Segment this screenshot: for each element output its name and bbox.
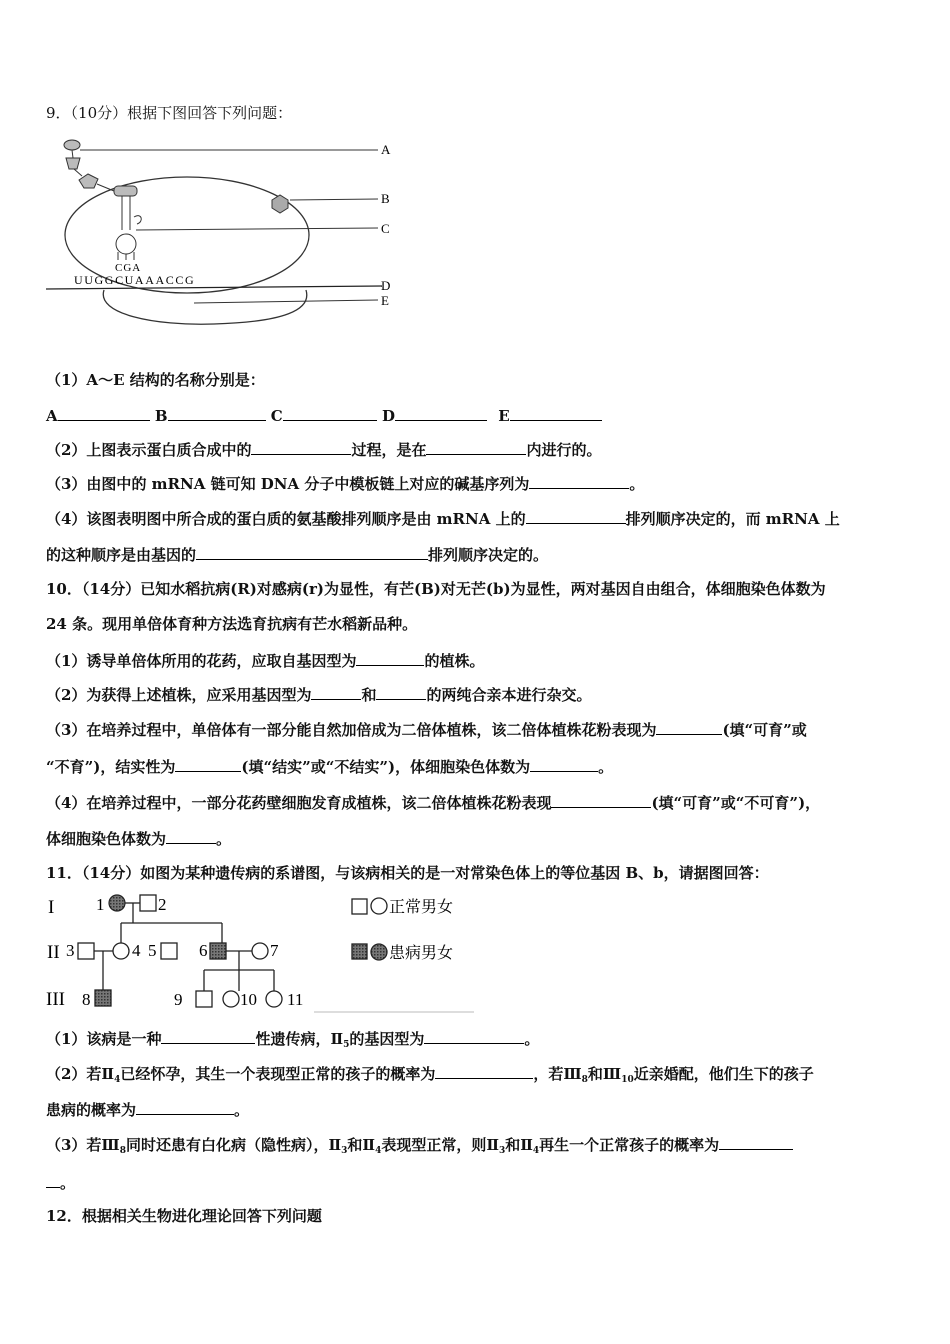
trna <box>122 196 130 230</box>
free-amino-acid <box>272 195 288 213</box>
normal-female-11 <box>266 991 282 1007</box>
q10-sub3: （3）在培养过程中，单倍体有一部分能自然加倍成为二倍体植株，该二倍体植株花粉表现为 (填“可育”或 <box>46 721 807 739</box>
amino-acid-1 <box>64 140 80 150</box>
answer-blank[interactable] <box>656 719 722 735</box>
answer-blank[interactable] <box>136 1099 234 1115</box>
answer-blank[interactable] <box>166 828 216 844</box>
individual-11-number: 11 <box>287 990 304 1009</box>
q10-header: 10．（14分）已知水稻抗病(R)对感病(r)为显性，有芒(B)对无芒(b)为显性，两对基因自由组合，体细胞染色体数为 <box>46 580 826 598</box>
q9-sub4-cont: 的这种顺序是由基因的 排列顺序决定的。 <box>46 546 549 564</box>
answer-blank[interactable] <box>196 544 428 560</box>
q10-sub4: （4）在培养过程中，一部分花药壁细胞发育成植株，该二倍体植株花粉表现 (填“可育”或“不可育”)， <box>46 794 821 812</box>
legend-affected-male <box>352 944 367 959</box>
legend-normal-male <box>352 899 367 914</box>
label-b: B <box>381 191 390 206</box>
q10-sub3-cont: “不育”)，结实性为 (填“结实”或“不结实”)，体细胞染色体数为 。 <box>46 758 614 776</box>
q9-sub1-blanks: A B C D E <box>46 405 602 426</box>
q10-sub1: （1）诱导单倍体所用的花药，应取自基因型为 的植株。 <box>46 652 485 670</box>
individual-5-number: 5 <box>148 941 157 960</box>
q9-header-text: 9．（10分）根据下图回答下列问题： <box>46 104 293 122</box>
q10-sub2: （2）为获得上述植株，应采用基因型为 和 的两纯合亲本进行杂交。 <box>46 686 592 704</box>
answer-blank[interactable] <box>435 1063 533 1079</box>
answer-blank[interactable] <box>719 1134 793 1150</box>
answer-blank[interactable] <box>175 756 241 772</box>
q10-header-cont: 24 条。现用单倍体育种方法选育抗病有芒水稻新品种。 <box>46 615 418 633</box>
amino-acid-2 <box>66 158 80 169</box>
label-c: C <box>381 221 390 236</box>
individual-8-number: 8 <box>82 990 91 1009</box>
generation-iii-label: III <box>46 989 65 1010</box>
normal-male-2 <box>140 895 156 911</box>
legend-affected-label: 患病男女 <box>389 943 454 962</box>
answer-blank-cont[interactable] <box>46 1172 60 1188</box>
q11-sub2: （2）若$Ⅱ_4$已经怀孕，其生一个表现型正常的孩子的概率为 ，若$Ⅲ_8$和$Ⅲ_{10}$近亲婚配，他们生下的孩子 <box>46 1065 814 1085</box>
answer-blank[interactable] <box>356 650 424 666</box>
individual-9-number: 9 <box>174 990 183 1009</box>
answer-blank-d[interactable] <box>395 405 487 421</box>
answer-blank[interactable] <box>526 508 626 524</box>
answer-blank[interactable] <box>551 792 651 808</box>
label-d: D <box>381 278 391 293</box>
answer-blank-c[interactable] <box>283 405 377 421</box>
q11-sub1: （1）该病是一种 性遗传病，$Ⅱ_5$的基因型为 。 <box>46 1030 540 1050</box>
answer-blank[interactable] <box>251 439 351 455</box>
answer-blank[interactable] <box>424 1028 524 1044</box>
trna-anticodon-loop <box>116 234 136 254</box>
normal-male-9 <box>196 991 212 1007</box>
q9-sub4: （4）该图表明图中所合成的蛋白质的氨基酸排列顺序是由 mRNA 上的 排列顺序决定的，而 mRNA 上 <box>46 510 840 528</box>
answer-blank-e[interactable] <box>510 405 602 421</box>
answer-blank[interactable] <box>311 684 361 700</box>
q9-sub3: （3）由图中的 mRNA 链可知 DNA 分子中模板链上对应的碱基序列为 。 <box>46 475 645 493</box>
anticodon-text: CGA <box>115 262 142 274</box>
answer-blank[interactable] <box>426 439 526 455</box>
mrna-sequence: UUGGCUAAACCG <box>74 273 196 287</box>
legend-affected-female <box>371 944 387 960</box>
q11-sub3: （3）若$Ⅲ_8$同时还患有白化病（隐性病），$Ⅱ_3$和$Ⅱ_4$表现型正常，则$Ⅱ_3$和$Ⅱ_4$再生一个正常孩子的概率为 <box>46 1134 793 1161</box>
answer-blank[interactable] <box>161 1028 255 1044</box>
generation-ii-label: II <box>47 942 60 963</box>
q11-header: 11．（14分）如图为某种遗传病的系谱图，与该病相关的是一对常染色体上的等位基因 B、b，请据图回答： <box>46 864 769 882</box>
q12-header: 12．根据相关生物进化理论回答下列问题 <box>46 1207 322 1225</box>
answer-blank-b[interactable] <box>168 405 266 421</box>
q9-sub2: （2）上图表示蛋白质合成中的 过程，是在 内进行的。 <box>46 441 602 459</box>
ribosome-small-subunit <box>103 290 307 324</box>
legend-normal-female <box>371 898 387 914</box>
normal-female-10 <box>223 991 239 1007</box>
normal-female-4 <box>113 943 129 959</box>
generation-i-label: I <box>48 897 55 918</box>
individual-3-number: 3 <box>66 941 75 960</box>
answer-blank[interactable] <box>376 684 426 700</box>
legend-normal-label: 正常男女 <box>389 897 454 916</box>
affected-male-8 <box>95 990 111 1006</box>
label-e: E <box>381 293 389 308</box>
individual-10-number: 10 <box>240 990 257 1009</box>
translation-diagram <box>44 132 404 332</box>
individual-4-number: 4 <box>132 941 141 960</box>
normal-male-3 <box>78 943 94 959</box>
pedigree-chart <box>44 888 484 1016</box>
affected-male-6 <box>210 943 226 959</box>
q10-sub4-cont: 体细胞染色体数为 。 <box>46 830 232 848</box>
normal-female-7 <box>252 943 268 959</box>
normal-male-5 <box>161 943 177 959</box>
q11-sub3-cont: 。 <box>46 1172 75 1193</box>
q9-sub1: （1）A～E 结构的名称分别是： <box>46 371 265 389</box>
individual-1-number: 1 <box>96 895 105 914</box>
individual-7-number: 7 <box>270 941 279 960</box>
affected-female-1 <box>109 895 125 911</box>
answer-blank[interactable] <box>529 473 629 489</box>
individual-2-number: 2 <box>158 895 167 914</box>
amino-acid-4 <box>114 186 137 196</box>
q9-header <box>46 103 292 123</box>
answer-blank-a[interactable] <box>58 405 150 421</box>
individual-6-number: 6 <box>199 941 208 960</box>
q11-sub2-cont: 患病的概率为 。 <box>46 1101 250 1119</box>
answer-blank[interactable] <box>530 756 598 772</box>
label-a: A <box>381 142 391 157</box>
